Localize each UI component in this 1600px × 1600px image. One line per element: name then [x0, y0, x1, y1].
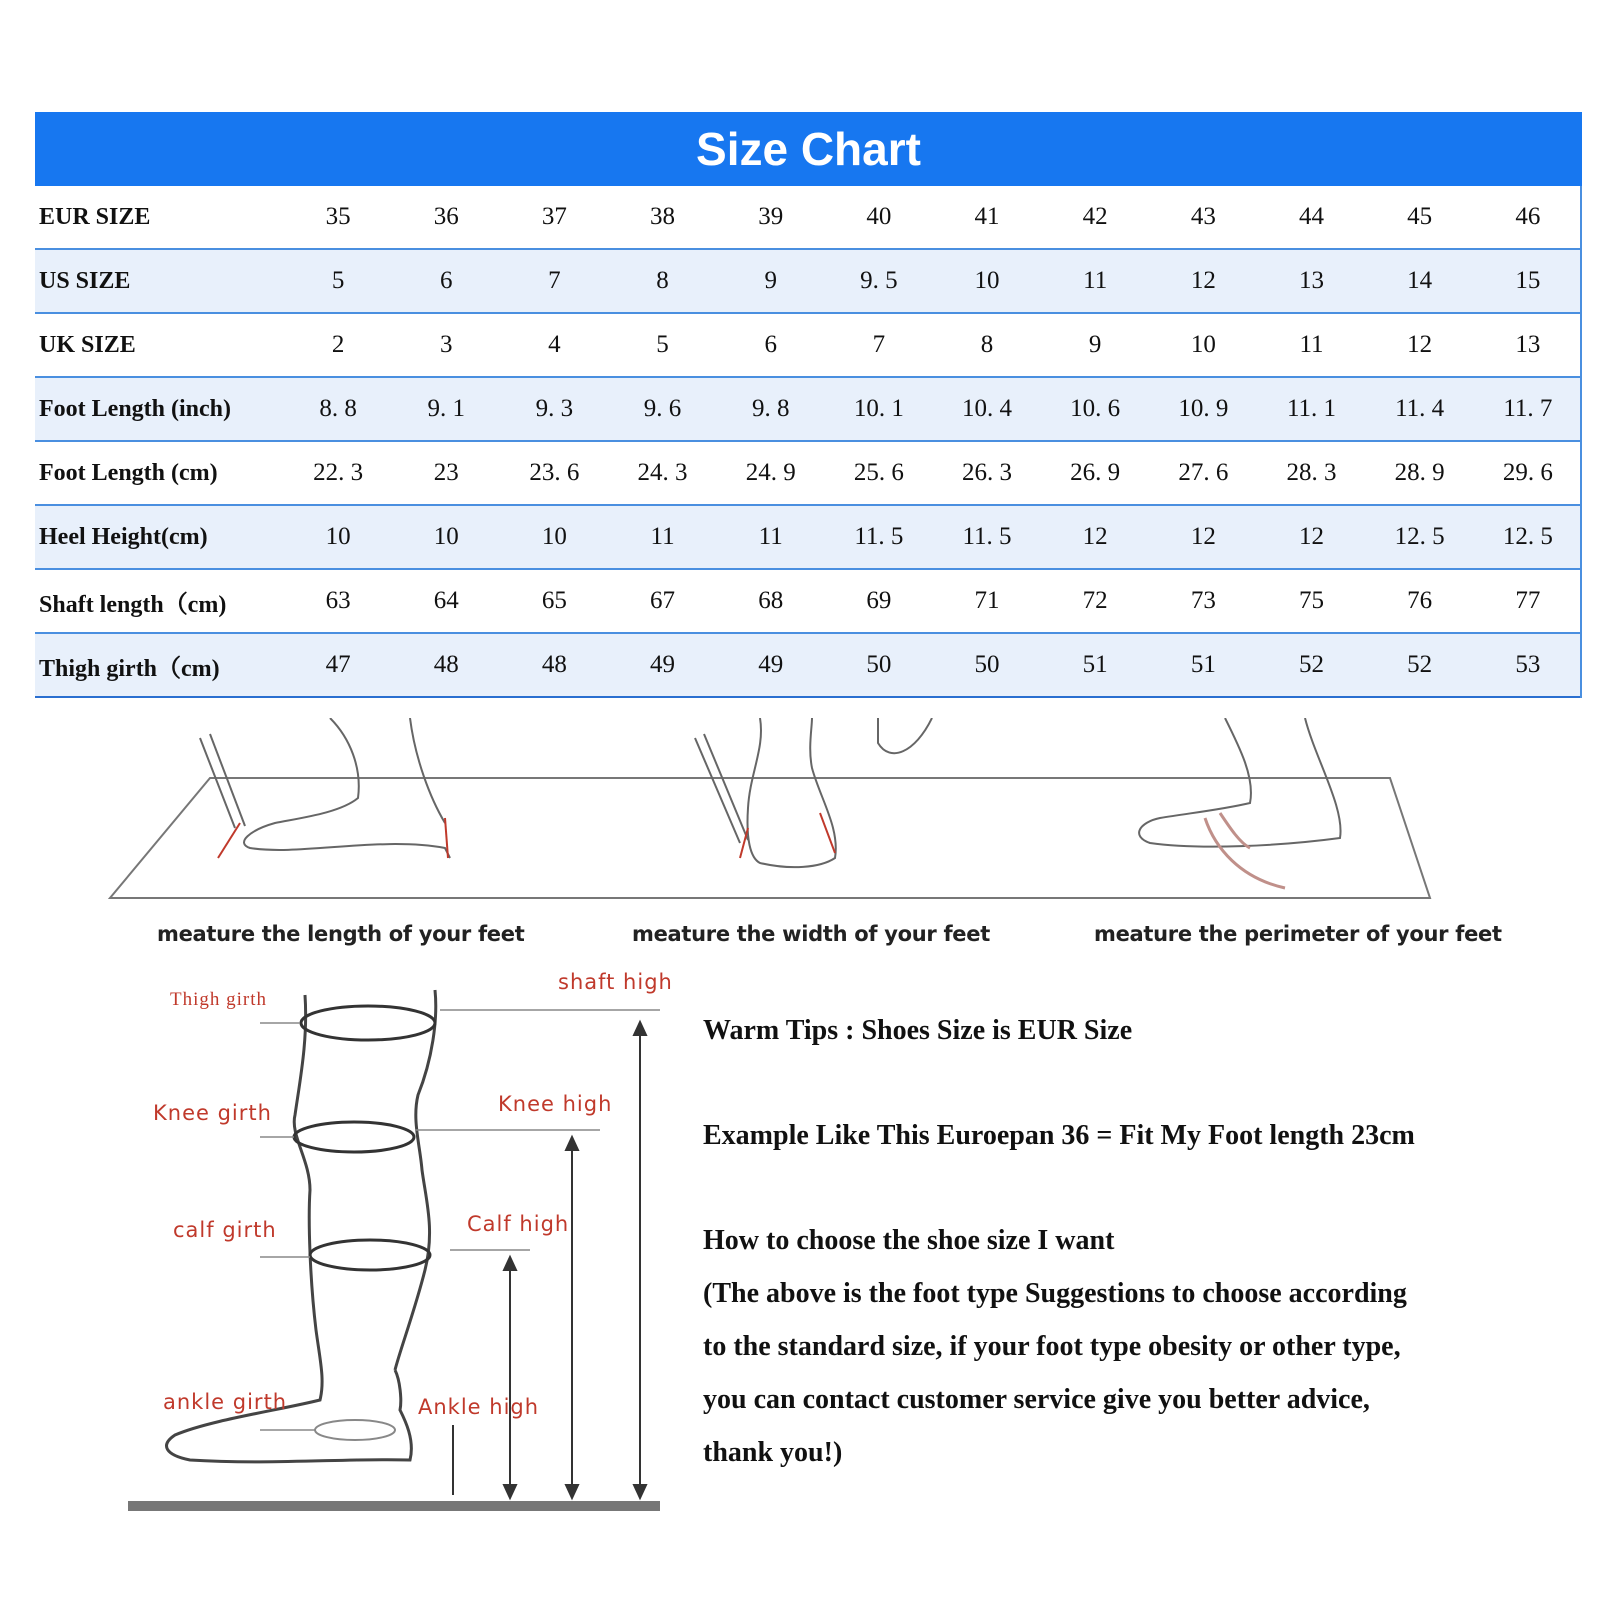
table-cell: 67	[608, 569, 716, 633]
tip-line-7: thank you!)	[703, 1437, 843, 1468]
table-cell: 6	[717, 313, 825, 377]
table-cell: 7	[825, 313, 933, 377]
table-cell: 13	[1474, 313, 1582, 377]
table-cell: 14	[1366, 249, 1474, 313]
tip-line-4: (The above is the foot type Suggestions to choose according	[703, 1278, 1407, 1309]
table-cell: 41	[933, 186, 1041, 249]
table-cell: 9	[1041, 313, 1149, 377]
table-cell: 53	[1474, 633, 1582, 697]
row-label: Thigh girth（cm)	[35, 633, 284, 697]
size-chart	[35, 112, 1582, 698]
row-label: Foot Length (inch)	[35, 377, 284, 441]
table-cell: 72	[1041, 569, 1149, 633]
table-cell: 7	[500, 249, 608, 313]
table-cell: 46	[1474, 186, 1582, 249]
table-cell: 11. 4	[1366, 377, 1474, 441]
table-cell: 75	[1257, 569, 1365, 633]
table-cell: 12	[1257, 505, 1365, 569]
table-cell: 9. 1	[392, 377, 500, 441]
table-row	[35, 377, 1582, 441]
table-cell: 12	[1366, 313, 1474, 377]
table-cell: 11	[1257, 313, 1365, 377]
table-cell: 42	[1041, 186, 1149, 249]
table-cell: 71	[933, 569, 1041, 633]
table-cell: 76	[1366, 569, 1474, 633]
table-cell: 12	[1149, 249, 1257, 313]
table-cell: 24. 3	[608, 441, 716, 505]
table-cell: 9	[717, 249, 825, 313]
table-cell: 23	[392, 441, 500, 505]
table-cell: 24. 9	[717, 441, 825, 505]
table-cell: 11. 7	[1474, 377, 1582, 441]
table-cell: 73	[1149, 569, 1257, 633]
table-cell: 52	[1257, 633, 1365, 697]
table-cell: 6	[392, 249, 500, 313]
foot-length-icon	[200, 718, 450, 858]
paper-sheet	[110, 778, 1430, 898]
table-row	[35, 441, 1582, 505]
table-cell: 47	[284, 633, 392, 697]
step-caption-length: meature the length of your feet	[157, 922, 525, 946]
tip-line-1: Warm Tips : Shoes Size is EUR Size	[703, 1015, 1133, 1046]
table-cell: 12	[1149, 505, 1257, 569]
table-cell: 15	[1474, 249, 1582, 313]
table-cell: 44	[1257, 186, 1365, 249]
table-cell: 37	[500, 186, 608, 249]
table-cell: 28. 3	[1257, 441, 1365, 505]
table-cell: 40	[825, 186, 933, 249]
table-cell: 10. 6	[1041, 377, 1149, 441]
table-cell: 23. 6	[500, 441, 608, 505]
table-cell: 48	[392, 633, 500, 697]
table-cell: 11. 5	[933, 505, 1041, 569]
table-cell: 11. 1	[1257, 377, 1365, 441]
table-cell: 25. 6	[825, 441, 933, 505]
table-cell: 10. 4	[933, 377, 1041, 441]
table-row	[35, 505, 1582, 569]
table-cell: 10	[284, 505, 392, 569]
foot-perimeter-icon	[1139, 718, 1340, 888]
table-row	[35, 313, 1582, 377]
row-label: EUR SIZE	[35, 186, 284, 249]
table-cell: 11	[717, 505, 825, 569]
table-cell: 51	[1149, 633, 1257, 697]
table-cell: 65	[500, 569, 608, 633]
size-table	[35, 186, 1582, 698]
table-cell: 68	[717, 569, 825, 633]
tip-line-3: How to choose the shoe size I want	[703, 1225, 1115, 1256]
table-cell: 50	[825, 633, 933, 697]
table-cell: 77	[1474, 569, 1582, 633]
table-cell: 36	[392, 186, 500, 249]
row-label: Shaft length（cm)	[35, 569, 284, 633]
table-cell: 50	[933, 633, 1041, 697]
table-cell: 48	[500, 633, 608, 697]
table-cell: 11	[608, 505, 716, 569]
table-cell: 22. 3	[284, 441, 392, 505]
row-label: Foot Length (cm)	[35, 441, 284, 505]
table-cell: 9. 6	[608, 377, 716, 441]
table-cell: 26. 3	[933, 441, 1041, 505]
table-cell: 39	[717, 186, 825, 249]
tip-line-5: to the standard size, if your foot type obesity or other type,	[703, 1331, 1401, 1362]
table-cell: 27. 6	[1149, 441, 1257, 505]
table-cell: 35	[284, 186, 392, 249]
table-cell: 5	[284, 249, 392, 313]
table-row	[35, 633, 1582, 697]
calf-ellipse	[310, 1240, 430, 1270]
step-caption-perimeter: meature the perimeter of your feet	[1094, 922, 1502, 946]
table-cell: 3	[392, 313, 500, 377]
foot-width-icon	[695, 718, 932, 867]
table-cell: 9. 8	[717, 377, 825, 441]
table-cell: 8	[933, 313, 1041, 377]
table-cell: 69	[825, 569, 933, 633]
table-cell: 64	[392, 569, 500, 633]
table-cell: 10	[1149, 313, 1257, 377]
thigh-ellipse	[301, 1006, 435, 1040]
table-cell: 51	[1041, 633, 1149, 697]
knee-girth-label: Knee girth	[153, 1101, 272, 1125]
shaft-high-label: shaft high	[558, 970, 673, 994]
table-cell: 12. 5	[1366, 505, 1474, 569]
table-border	[1580, 186, 1582, 698]
thigh-girth-label: Thigh girth	[170, 989, 268, 1010]
table-cell: 10. 1	[825, 377, 933, 441]
knee-high-label: Knee high	[498, 1092, 613, 1116]
table-cell: 43	[1149, 186, 1257, 249]
table-cell: 5	[608, 313, 716, 377]
table-cell: 11	[1041, 249, 1149, 313]
table-cell: 45	[1366, 186, 1474, 249]
table-cell: 10	[392, 505, 500, 569]
calf-high-label: Calf high	[467, 1212, 570, 1236]
table-cell: 29. 6	[1474, 441, 1582, 505]
table-cell: 49	[717, 633, 825, 697]
table-cell: 2	[284, 313, 392, 377]
table-cell: 28. 9	[1366, 441, 1474, 505]
tip-line-6: you can contact customer service give you better advice,	[703, 1384, 1370, 1415]
table-cell: 10	[933, 249, 1041, 313]
calf-girth-label: calf girth	[173, 1218, 277, 1242]
ankle-ellipse	[315, 1420, 395, 1440]
step-caption-width: meature the width of your feet	[632, 922, 990, 946]
table-cell: 10	[500, 505, 608, 569]
row-label: UK SIZE	[35, 313, 284, 377]
table-cell: 8. 8	[284, 377, 392, 441]
row-label: Heel Height(cm)	[35, 505, 284, 569]
table-row	[35, 249, 1582, 313]
row-label: US SIZE	[35, 249, 284, 313]
table-cell: 13	[1257, 249, 1365, 313]
foot-measure-illustration	[100, 718, 1460, 908]
ankle-girth-label: ankle girth	[163, 1390, 288, 1414]
knee-ellipse	[294, 1122, 414, 1152]
floor-bar	[128, 1501, 660, 1511]
ankle-high-label: Ankle high	[418, 1395, 540, 1419]
table-cell: 10. 9	[1149, 377, 1257, 441]
table-row	[35, 186, 1582, 249]
table-cell: 52	[1366, 633, 1474, 697]
table-cell: 11. 5	[825, 505, 933, 569]
tip-line-2: Example Like This Euroepan 36 = Fit My Foot length 23cm	[703, 1120, 1415, 1151]
table-cell: 63	[284, 569, 392, 633]
table-cell: 9. 5	[825, 249, 933, 313]
table-cell: 4	[500, 313, 608, 377]
table-cell: 26. 9	[1041, 441, 1149, 505]
chart-title: Size Chart	[35, 112, 1582, 186]
table-row	[35, 569, 1582, 633]
table-cell: 9. 3	[500, 377, 608, 441]
table-cell: 12	[1041, 505, 1149, 569]
table-cell: 38	[608, 186, 716, 249]
table-cell: 49	[608, 633, 716, 697]
table-cell: 12. 5	[1474, 505, 1582, 569]
table-cell: 8	[608, 249, 716, 313]
